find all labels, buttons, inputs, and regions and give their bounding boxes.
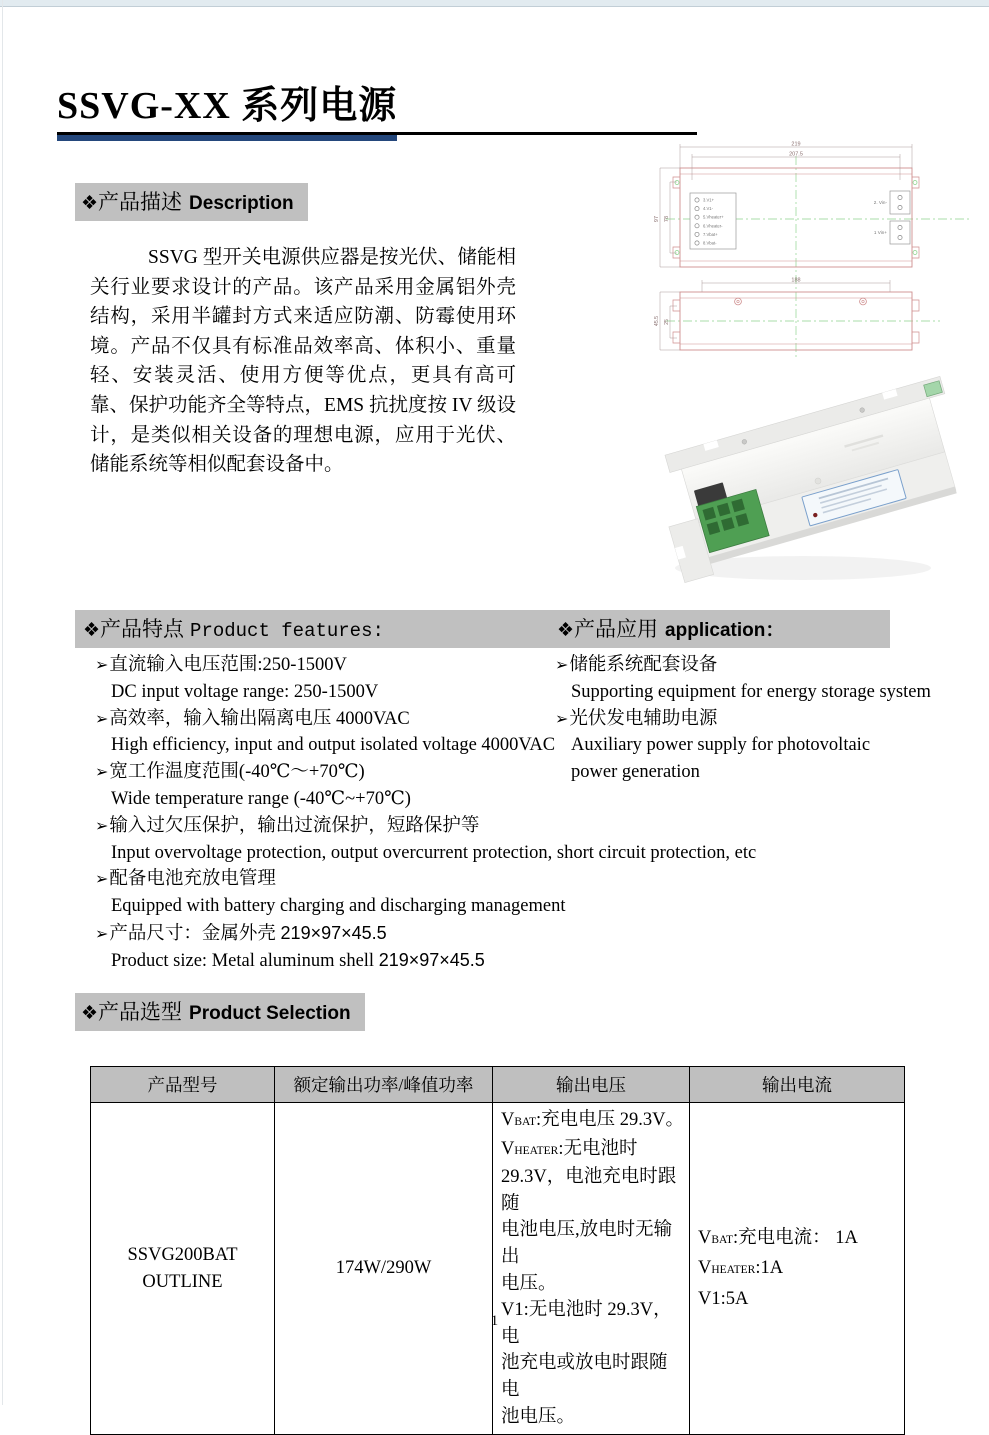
table-row [91,1103,905,1435]
list-item-translation: Equipped with battery charging and discharging management [111,896,566,917]
section-description-en: Description [189,193,294,214]
table-cell-line: 电池电压,放电时无输出 [501,1220,673,1267]
applications-list [555,652,955,786]
list-item: ➢光伏发电辅助电源 [555,708,718,729]
terminal-label: 3.V1+ [703,197,715,203]
list-item-translation: High efficiency, input and output isolated voltage 4000VAC [111,735,556,756]
arrow-bullet-icon: ➢ [95,817,109,835]
window-top-edge [0,0,989,7]
list-item-translation: Auxiliary power supply for photovoltaic [571,735,871,756]
diamond-marker-icon: ❖ [557,620,575,641]
col-header-model: 产品型号 [91,1067,275,1103]
dimension-drawing [650,140,985,360]
section-application-zh: 产品应用 [574,617,659,641]
product-selection-table [90,1066,905,1435]
terminal-label: 5.Vheater+ [703,214,724,220]
dim-height-outer: 97 [654,215,660,223]
terminal-label: 6.Vheater- [703,223,723,229]
dim-bottom-height: 45.5 [654,315,660,327]
section-features-en: Product features: [190,620,384,642]
col-header-output-voltage: 输出电压 [493,1067,690,1103]
dim-bottom-inner: 25 [664,319,670,325]
dim-bottom-width: 188 [791,277,801,284]
table-cell-line: V1:无电池时 29.3V，电 [501,1300,672,1347]
product-photo [648,356,986,602]
page-number: 1 [490,1313,499,1329]
table-cell-line: 29.3V，电池充电时跟随 [501,1167,677,1214]
diamond-marker-icon: ❖ [83,620,101,641]
section-description-zh: 产品描述 [98,190,183,214]
arrow-bullet-icon: ➢ [95,871,109,889]
model-name: SSVG200BAT [127,1244,238,1265]
col-header-output-current: 输出电流 [690,1067,905,1103]
col-header-power: 额定输出功率/峰值功率 [275,1067,493,1103]
arrow-bullet-icon: ➢ [95,657,109,674]
list-item: ➢直流输入电压范围:250-1500V [95,655,347,675]
section-features-header [83,610,384,648]
list-item: ➢储能系统配套设备 [555,655,718,675]
table-cell-line: 池充电或放电时跟随电 [501,1353,668,1400]
table-cell-line: VHEATER:无电池时 [501,1138,638,1159]
table-header-row [91,1067,905,1103]
list-item: ➢配备电池充放电管理 [95,869,276,890]
dimension-value: 219×97×45.5 [280,922,387,943]
arrow-bullet-icon: ➢ [555,710,569,728]
list-item-translation: Input overvoltage protection, output overcurrent protection, short circuit protection, etc [111,842,757,863]
description-paragraph: SSVG 型开关电源供应器是按光伏、储能相关行业要求设计的产品。该产品采用金属铝外壳结构，采用半罐封方式来适应防潮、防霉使用环境。产品不仅具有标准品效率高、体积小、重量轻、安装灵活、使用方便等优点，更具有高可靠、保护功能齐全等特点，EMS 抗扰度按 IV 级设计，是类似相关设备的理想电源，应用于光伏、储能系统等相似配套设备中。 [90,247,516,476]
list-item: ➢宽工作温度范围(-40℃～+70℃) [95,762,365,783]
section-features-zh: 产品特点 [100,617,185,641]
list-item-translation: DC input voltage range: 250-1500V [111,681,379,702]
list-item: ➢产品尺寸：金属外壳 219×97×45.5 [95,922,387,944]
terminal-label: 4.V1- [703,206,714,212]
arrow-bullet-icon: ➢ [95,710,109,728]
terminal-label: 8.Vbat- [703,240,717,246]
dim-width-outer: 219 [791,141,801,148]
title-divider [57,132,697,135]
arrow-bullet-icon: ➢ [95,764,109,782]
section-selection-en: Product Selection [189,1003,351,1024]
page-title-text: SSVG-XX 系列电源 [57,74,397,141]
dim-width-inner: 207.5 [789,151,803,158]
arrow-bullet-icon: ➢ [95,925,109,943]
dim-height-inner: 78 [664,215,670,223]
diamond-marker-icon: ❖ [81,193,99,214]
terminal-label: 2. Vin- [873,200,887,205]
table-cell-line: V1:5A [698,1288,749,1309]
terminal-label: 1 Vin+ [873,230,887,235]
cell-model [91,1103,275,1435]
list-item-translation: Product size: Metal aluminum shell 219×97×45.5 [111,949,485,971]
page-title [57,74,397,141]
model-name-line2: OUTLINE [142,1271,223,1292]
table-cell-line: VBAT:充电电流： 1A [698,1227,858,1248]
table-cell-line: 电压。 [501,1273,557,1294]
arrow-bullet-icon: ➢ [555,657,569,674]
table-cell-line: 池电压。 [501,1406,576,1427]
list-item-translation: power generation [571,762,700,783]
list-item-translation: Supporting equipment for energy storage system [571,681,931,702]
diamond-marker-icon: ❖ [81,1003,99,1024]
table-cell-line: VHEATER:1A [698,1258,784,1279]
table-cell-line: VBAT:充电电压 29.3V。 [501,1110,685,1130]
list-item-translation: Wide temperature range (-40℃~+70℃) [111,788,411,809]
window-left-edge [2,0,3,1405]
cell-output-voltage [493,1103,690,1435]
section-application-en: application： [665,620,785,641]
terminal-label: 7.Vbat+ [703,231,718,237]
list-item: ➢输入过欠压保护，输出过流保护，短路保护等 [95,815,480,836]
cell-output-current [690,1103,905,1435]
section-description-header [75,183,308,221]
section-application-header [557,610,784,648]
dimension-value: 219×97×45.5 [378,949,485,970]
section-selection-header [75,993,365,1031]
section-selection-zh: 产品选型 [98,1000,183,1024]
features-application-header-bar [75,610,890,648]
list-item: ➢高效率，输入输出隔离电压 4000VAC [95,708,410,729]
cell-power: 174W/290W [275,1103,493,1435]
